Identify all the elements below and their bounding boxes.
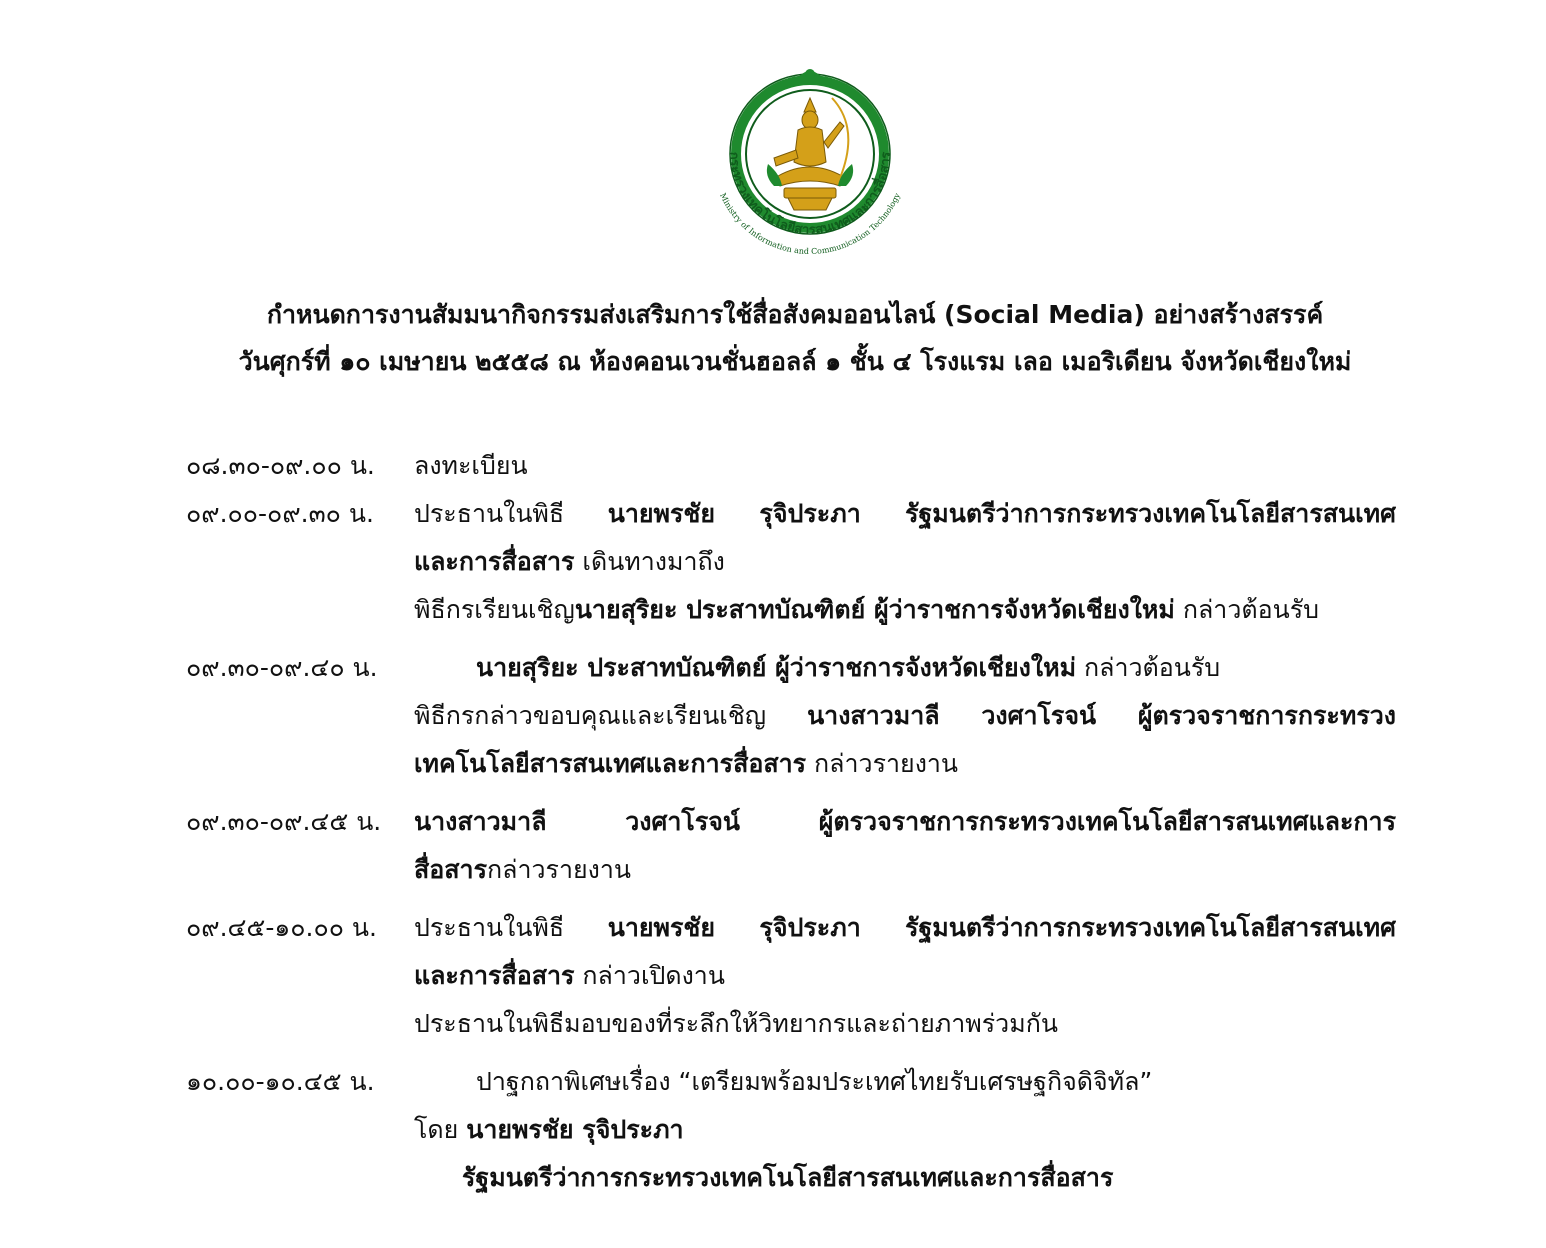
text-bold: นางสาวมาลี วงศาโรจน์ ผู้ตรวจราชการกระทรวง <box>807 701 1396 730</box>
page-title-line-2: วันศุกร์ที่ ๑๐ เมษายน ๒๕๕๘ ณ ห้องคอนเวนชั่นฮอลล์ ๑ ชั้น ๔ โรงแรม เลอ เมอริเดียน จังหวัดเชียงใหม่ <box>238 347 1352 376</box>
schedule-text <box>414 1106 1416 1154</box>
schedule-text <box>414 904 1396 952</box>
text-regular: ประธานในพิธี <box>414 499 608 528</box>
schedule-text <box>414 586 1416 634</box>
schedule-text <box>414 1154 1416 1202</box>
text-bold: และการสื่อสาร <box>414 547 575 576</box>
schedule-time: ๐๙.๐๐-๐๙.๓๐ น. <box>186 499 374 528</box>
schedule-time: ๐๙.๓๐-๐๙.๔๐ น. <box>186 653 378 682</box>
text-bold: รัฐมนตรีว่าการกระทรวงเทคโนโลยีสารสนเทศและการสื่อสาร <box>462 1163 1114 1192</box>
schedule-text <box>414 692 1396 740</box>
text-bold: เทคโนโลยีสารสนเทศและการสื่อสาร <box>414 749 807 778</box>
schedule-text <box>414 538 1416 586</box>
schedule-entry <box>186 442 1416 490</box>
text-bold: นายสุริยะ ประสาทบัณฑิตย์ ผู้ว่าราชการจังหวัดเชียงใหม่ <box>574 595 1175 624</box>
seal-english-text: Ministry of Information and Communication Technology <box>718 191 902 257</box>
text-bold: นายพรชัย รุจิประภา รัฐมนตรีว่าการกระทรวงเทคโนโลยีสารสนเทศ <box>607 499 1396 528</box>
text-regular: พิธีกรกล่าวขอบคุณและเรียนเชิญ <box>414 701 808 730</box>
seal-thai-text: กระทรวงเทคโนโลยีสารสนเทศและการสื่อสาร <box>725 151 895 239</box>
schedule-text: ปาฐกถาพิเศษเรื่อง “เตรียมพร้อมประเทศไทยรับเศรษฐกิจดิจิทัล” <box>476 1067 1153 1096</box>
text-regular: กล่าวรายงาน <box>487 855 631 884</box>
text-regular: พิธีกรเรียนเชิญ <box>414 595 575 624</box>
text-bold: นายพรชัย รุจิประภา รัฐมนตรีว่าการกระทรวงเทคโนโลยีสารสนเทศ <box>607 913 1396 942</box>
text-regular: กล่าวต้อนรับ <box>1076 653 1221 682</box>
schedule-entry <box>186 490 1416 634</box>
schedule-time: ๐๘.๓๐-๐๙.๐๐ น. <box>186 451 375 480</box>
schedule-list <box>186 442 1416 1202</box>
text-regular: เดินทางมาถึง <box>574 547 725 576</box>
schedule-time: ๐๙.๔๕-๑๐.๐๐ น. <box>186 913 377 942</box>
schedule-text: ประธานในพิธีมอบของที่ระลึกให้วิทยากรและถ่ายภาพร่วมกัน <box>414 1009 1058 1038</box>
text-bold: สื่อสาร <box>414 855 487 884</box>
schedule-text <box>414 644 1416 692</box>
schedule-entry <box>186 798 1416 894</box>
page-title-line-1: กำหนดการงานสัมมนากิจกรรมส่งเสริมการใช้สื่อสังคมออนไลน์ (Social Media) อย่างสร้างสรรค์ <box>266 300 1324 329</box>
text-bold: และการสื่อสาร <box>414 961 575 990</box>
schedule-entry <box>186 644 1416 788</box>
schedule-text <box>414 846 1416 894</box>
text-regular: กล่าวเปิดงาน <box>574 961 725 990</box>
text-bold: นางสาวมาลี วงศาโรจน์ ผู้ตรวจราชการกระทรวงเทคโนโลยีสารสนเทศและการ <box>414 807 1396 836</box>
text-bold: นายสุริยะ ประสาทบัณฑิตย์ ผู้ว่าราชการจังหวัดเชียงใหม่ <box>476 653 1077 682</box>
text-regular: โดย <box>414 1115 467 1144</box>
schedule-time: ๑๐.๐๐-๑๐.๔๕ น. <box>186 1067 375 1096</box>
schedule-text <box>414 798 1396 846</box>
text-bold: นายพรชัย รุจิประภา <box>466 1115 684 1144</box>
schedule-entry <box>186 1058 1416 1202</box>
schedule-text <box>414 952 1416 1000</box>
ministry-seal-icon <box>690 58 930 280</box>
schedule-text <box>414 740 1416 788</box>
schedule-time: ๐๙.๓๐-๐๙.๔๕ น. <box>186 807 382 836</box>
schedule-entry <box>186 904 1416 1048</box>
text-regular: กล่าวต้อนรับ <box>1174 595 1320 624</box>
text-regular: ประธานในพิธี <box>414 913 608 942</box>
schedule-text <box>414 490 1396 538</box>
schedule-text: ลงทะเบียน <box>414 451 528 480</box>
text-regular: กล่าวรายงาน <box>806 749 959 778</box>
